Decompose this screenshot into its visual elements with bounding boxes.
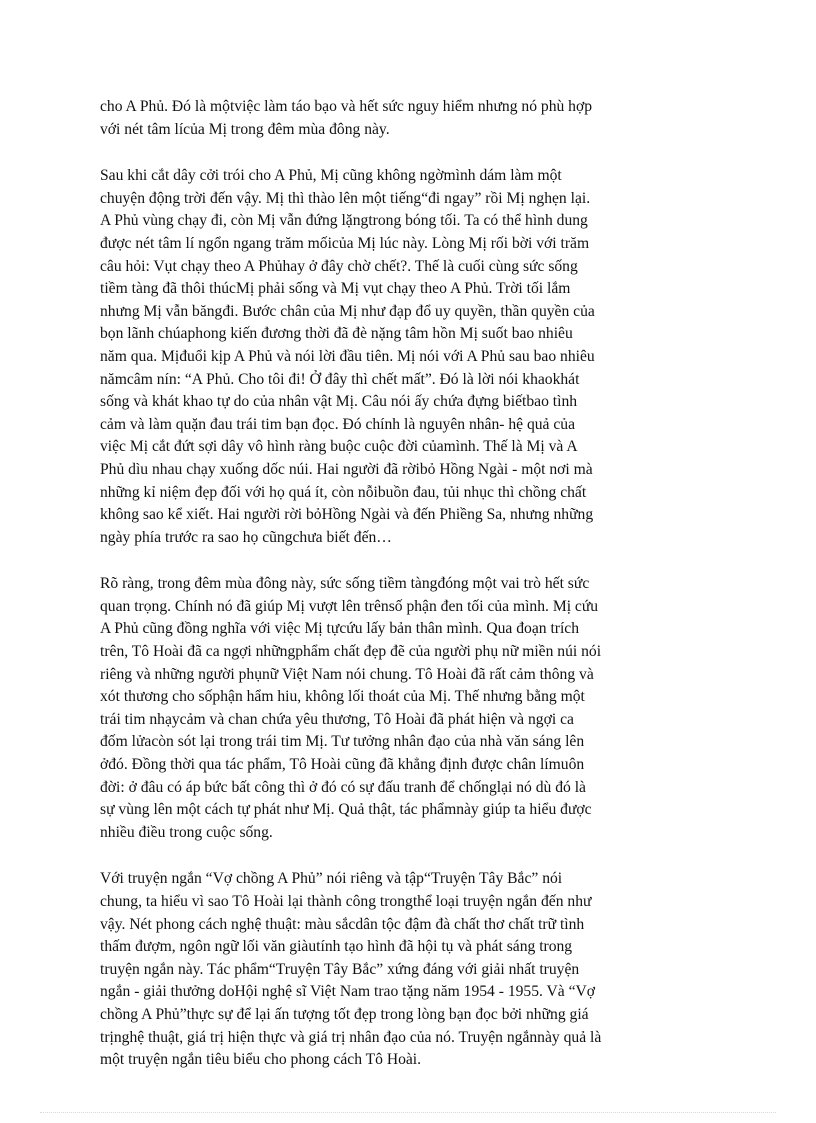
text-line: bọn lãnh chúaphong kiến đương thời đã đè nặng tâm hồn Mị suốt bao nhiêu: [100, 325, 573, 343]
text-line: Sau khi cắt dây cởi trói cho A Phủ, Mị cũng không ngờmình dám làm một: [100, 167, 562, 185]
text-line: những kỉ niệm đẹp đối với họ quá ít, còn nỗibuồn đau, tủi nhục thì chồng chất: [100, 483, 587, 501]
text-line: thấm đượm, ngôn ngữ lối văn giàutính tạo hình đã hội tụ và phát sáng trong: [100, 938, 573, 956]
text-line: cảm và làm quặn đau trái tim bạn đọc. Đó chính là nguyên nhân- hệ quả của: [100, 415, 576, 433]
text-line: sự vùng lên một cách tự phát như Mị. Quả thật, tác phẩmnày giúp ta hiểu được: [100, 801, 592, 819]
text-line: xót thương cho sốphận hẩm hiu, không lối thoát của Mị. Thế nhưng bằng một: [100, 688, 585, 706]
text-line: sống và khát khao tự do của nhân vật Mị. Câu nói ấy chứa đựng biếtbao tình: [100, 393, 578, 411]
text-line: Với truyện ngắn “Vợ chồng A Phủ” nói riêng và tập“Truyện Tây Bắc” nói: [100, 870, 563, 888]
text-line: truyện ngắn này. Tác phẩm“Truyện Tây Bắc” xứng đáng với giải nhất truyện: [100, 960, 580, 978]
text-line: A Phủ cũng đồng nghĩa với việc Mị tựcứu lấy bản thân mình. Qua đoạn trích: [100, 620, 580, 638]
text-line: vậy. Nét phong cách nghệ thuật: màu sắcdân tộc đậm đà chất thơ chất trữ tình: [100, 915, 585, 933]
text-line: nămcâm nín: “A Phủ. Cho tôi đi! Ở đây thì chết mất”. Đó là lời nói khaokhát: [100, 370, 580, 388]
text-line: chung, ta hiểu vì sao Tô Hoài lại thành công trongthể loại truyện ngắn đến như: [100, 893, 592, 910]
text-line: đời: ở đâu có áp bức bất công thì ở đó có sự đấu tranh để chốnglại nó dù đó là: [100, 778, 586, 796]
text-line: nhiều điều trong cuộc sống.: [100, 823, 273, 841]
text-line: câu hỏi: Vụt chạy theo A Phủhay ở đây chờ chết?. Thế là cuối cùng sức sống: [100, 257, 578, 275]
text-line: đốm lửacòn sót lại trong trái tim Mị. Tư tưởng nhân đạo của nhà văn sáng lên: [100, 733, 585, 751]
text-line: nhưng Mị vẫn băngđi. Bước chân của Mị như đạp đổ uy quyền, thần quyền của: [100, 302, 595, 320]
paragraph-4: [100, 868, 720, 1071]
document-page: [100, 96, 720, 1096]
text-line: Phủ dìu nhau chạy xuống dốc núi. Hai người đã rờibỏ Hồng Ngài - một nơi mà: [100, 460, 593, 478]
text-line: tiềm tàng đã thôi thúcMị phải sống và Mị vụt chạy theo A Phủ. Trời tối lắm: [100, 280, 571, 298]
text-line: được nét tâm lí ngổn ngang trăm mốicủa Mị lúc này. Lòng Mị rối bời với trăm: [100, 234, 590, 252]
text-line: ngày phía trước ra sao họ cũngchưa biết đến…: [100, 528, 392, 546]
text-line: năm qua. Mịđuổi kịp A Phủ và nói lời đầu tiên. Mị nói với A Phủ sau bao nhiêu: [100, 347, 595, 365]
text-line: trái tim nhạycảm và chan chứa yêu thương, Tô Hoài đã phát hiện và ngợi ca: [100, 710, 574, 728]
text-line: Rõ ràng, trong đêm mùa đông này, sức sống tiềm tàngđóng một vai trò hết sức: [100, 575, 590, 593]
text-line: cho A Phủ. Đó là mộtviệc làm táo bạo và hết sức nguy hiểm nhưng nó phù hợp: [100, 98, 593, 115]
paragraph-3: [100, 573, 720, 844]
paragraph-1: [100, 96, 720, 141]
text-line: A Phủ vùng chạy đi, còn Mị vẫn đứng lặngtrong bóng tối. Ta có thể hình dung: [100, 212, 588, 230]
text-line: chồng A Phủ”thực sự để lại ấn tượng tốt đẹp trong lòng bạn đọc bởi những giá: [100, 1005, 589, 1023]
text-line: quan trọng. Chính nó đã giúp Mị vượt lên trênsố phận đen tối của mình. Mị cứu: [100, 597, 599, 615]
text-line: ởđó. Đồng thời qua tác phẩm, Tô Hoài cũng đã khẳng định được chân límuôn: [100, 756, 585, 774]
text-line: chuyện động trời đến vậy. Mị thì thào lên một tiếng“đi ngay” rồi Mị nghẹn lại.: [100, 189, 591, 207]
text-line: không sao kể xiết. Hai người rời bỏHồng Ngài và đến Phiềng Sa, nhưng những: [100, 506, 594, 524]
text-line: riêng và những người phụnữ Việt Nam nói chung. Tô Hoài đã rất cảm thông và: [100, 665, 594, 683]
text-line: với nét tâm lícủa Mị trong đêm mùa đông này.: [100, 120, 390, 138]
paragraph-2: [100, 165, 720, 549]
text-line: ngắn - giải thưởng doHội nghệ sĩ Việt Nam trao tặng năm 1954 - 1955. Và “Vợ: [100, 983, 596, 1001]
text-line: việc Mị cắt đứt sợi dây vô hình ràng buộc cuộc đời củamình. Thế là Mị và A: [100, 438, 578, 456]
text-line: trịnghệ thuật, giá trị hiện thực và giá trị nhân đạo của nó. Truyện ngắnnày quả là: [100, 1028, 602, 1046]
page-bottom-edge: [40, 1112, 776, 1113]
text-line: một truyện ngắn tiêu biểu cho phong cách Tô Hoài.: [100, 1051, 422, 1069]
text-line: trên, Tô Hoài đã ca ngợi nhữngphẩm chất đẹp đẽ của người phụ nữ miền núi nói: [100, 643, 602, 661]
